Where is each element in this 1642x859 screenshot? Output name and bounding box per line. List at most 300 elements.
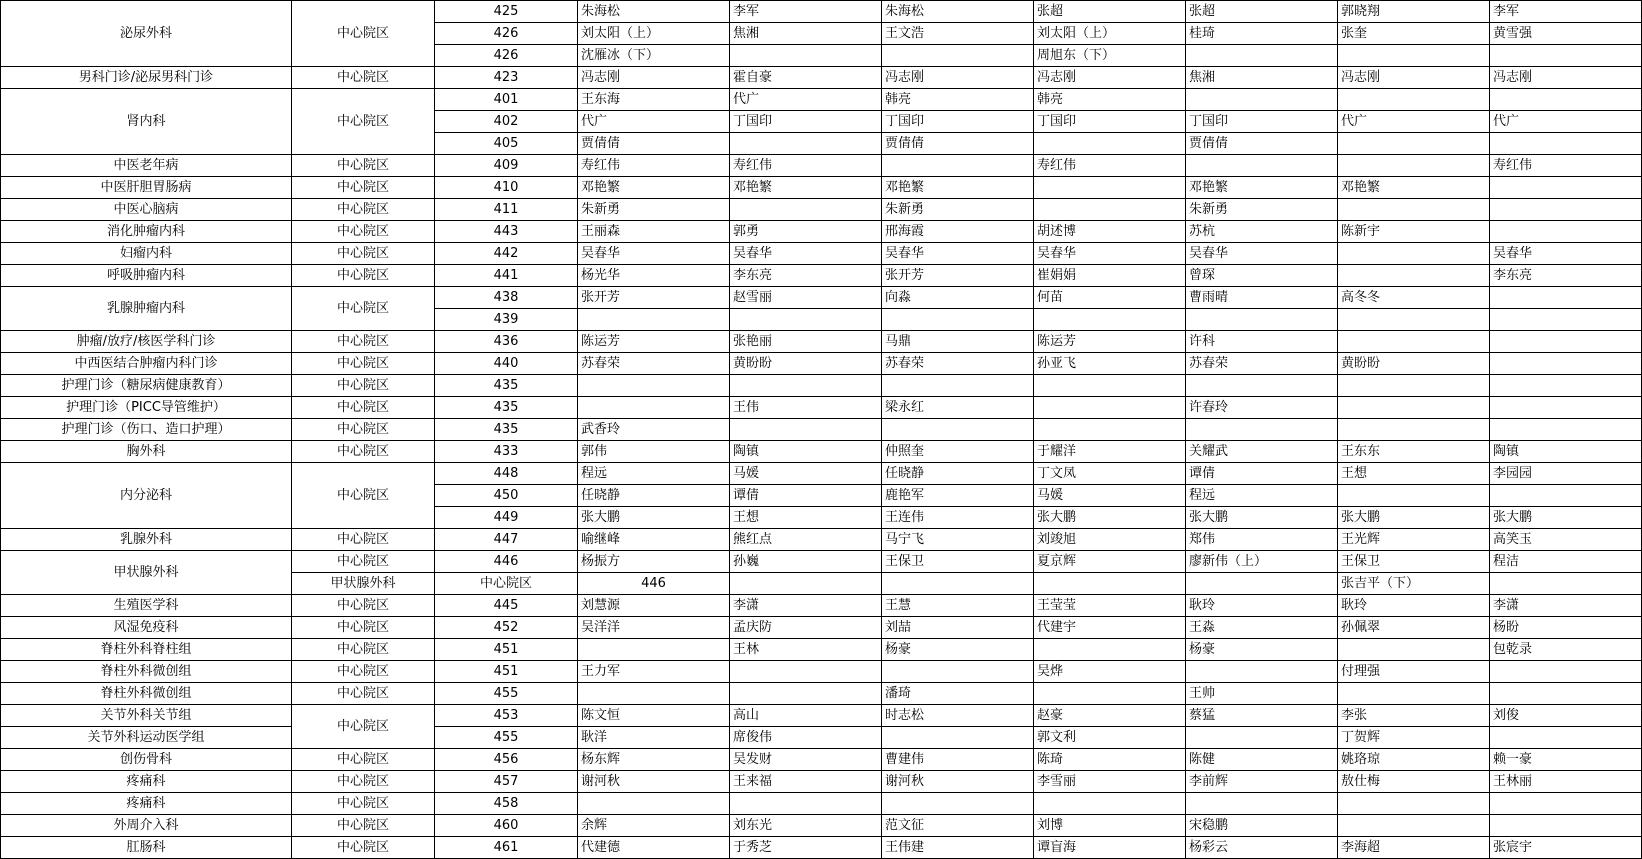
doctor-cell: 吴发财 (730, 749, 882, 771)
doctor-cell (1338, 133, 1490, 155)
doctor-cell (1338, 815, 1490, 837)
table-row (1, 749, 1642, 771)
doctor-cell (1034, 199, 1186, 221)
doctor-cell: 吴春华 (578, 243, 730, 265)
room-cell: 402 (435, 111, 578, 133)
campus-cell: 中心院区 (292, 793, 435, 815)
table-row (1, 221, 1642, 243)
campus-cell: 中心院区 (292, 617, 435, 639)
doctor-cell: 王丽森 (578, 221, 730, 243)
doctor-cell: 高冬冬 (1338, 287, 1490, 309)
doctor-cell: 李海超 (1338, 837, 1490, 859)
doctor-cell: 王文浩 (882, 23, 1034, 45)
doctor-cell: 李潇 (1490, 595, 1642, 617)
doctor-cell: 郭勇 (730, 221, 882, 243)
doctor-cell: 曹建伟 (882, 749, 1034, 771)
room-cell: 446 (578, 573, 730, 595)
doctor-cell (1338, 485, 1490, 507)
room-cell: 411 (435, 199, 578, 221)
department-cell: 妇瘤内科 (1, 243, 292, 265)
doctor-cell (882, 573, 1034, 595)
doctor-cell (1338, 155, 1490, 177)
doctor-cell: 寿红伟 (578, 155, 730, 177)
doctor-cell (730, 133, 882, 155)
doctor-cell: 杨盼 (1490, 617, 1642, 639)
doctor-cell: 王想 (730, 507, 882, 529)
department-cell: 中医老年病 (1, 155, 292, 177)
doctor-cell (1338, 45, 1490, 67)
doctor-cell (1490, 287, 1642, 309)
doctor-cell (1490, 793, 1642, 815)
room-cell: 426 (435, 45, 578, 67)
doctor-cell: 李园园 (1490, 463, 1642, 485)
doctor-cell: 李张 (1338, 705, 1490, 727)
doctor-cell (1490, 573, 1642, 595)
doctor-cell (1490, 815, 1642, 837)
doctor-cell (1338, 265, 1490, 287)
table-row (1, 199, 1642, 221)
doctor-cell (1490, 485, 1642, 507)
room-cell: 449 (435, 507, 578, 529)
doctor-cell: 刘博 (1034, 815, 1186, 837)
room-cell: 435 (435, 375, 578, 397)
room-cell: 438 (435, 287, 578, 309)
room-cell: 445 (435, 595, 578, 617)
campus-cell: 中心院区 (292, 1, 435, 67)
room-cell: 423 (435, 67, 578, 89)
doctor-cell: 李军 (1490, 1, 1642, 23)
doctor-cell: 孟庆防 (730, 617, 882, 639)
doctor-cell: 张超 (1034, 1, 1186, 23)
doctor-cell: 杨豪 (882, 639, 1034, 661)
doctor-cell: 赖一豪 (1490, 749, 1642, 771)
doctor-cell: 杨振方 (578, 551, 730, 573)
doctor-cell (1338, 683, 1490, 705)
doctor-cell: 关耀武 (1186, 441, 1338, 463)
doctor-cell (882, 375, 1034, 397)
doctor-cell: 代广 (1490, 111, 1642, 133)
doctor-cell: 王连伟 (882, 507, 1034, 529)
doctor-cell: 陈琦 (1034, 749, 1186, 771)
doctor-cell: 郭晓翔 (1338, 1, 1490, 23)
doctor-cell: 丁国印 (1034, 111, 1186, 133)
doctor-cell (730, 793, 882, 815)
doctor-cell: 王想 (1338, 463, 1490, 485)
doctor-cell: 郑伟 (1186, 529, 1338, 551)
doctor-cell: 王东海 (578, 89, 730, 111)
doctor-cell: 朱新勇 (578, 199, 730, 221)
table-row (1, 441, 1642, 463)
campus-cell: 中心院区 (292, 67, 435, 89)
doctor-cell: 王伟 (730, 397, 882, 419)
doctor-cell: 高山 (730, 705, 882, 727)
doctor-cell: 贾倩倩 (882, 133, 1034, 155)
doctor-cell (578, 375, 730, 397)
doctor-cell: 张大鹏 (1034, 507, 1186, 529)
doctor-cell: 余辉 (578, 815, 730, 837)
department-cell: 甲状腺外科 (1, 551, 292, 595)
department-cell: 疼痛科 (1, 793, 292, 815)
doctor-cell: 何苗 (1034, 287, 1186, 309)
table-row (1, 595, 1642, 617)
doctor-cell (730, 661, 882, 683)
table-row (1, 375, 1642, 397)
doctor-cell (1034, 397, 1186, 419)
doctor-cell: 黄盼盼 (730, 353, 882, 375)
doctor-cell: 姚珞琼 (1338, 749, 1490, 771)
doctor-cell: 代广 (730, 89, 882, 111)
doctor-cell: 崔娟娟 (1034, 265, 1186, 287)
campus-cell: 中心院区 (292, 265, 435, 287)
department-cell: 乳腺肿瘤内科 (1, 287, 292, 331)
table-row (1, 683, 1642, 705)
doctor-cell (1490, 309, 1642, 331)
campus-cell: 中心院区 (292, 331, 435, 353)
department-cell: 脊柱外科微创组 (1, 683, 292, 705)
doctor-cell (1186, 155, 1338, 177)
doctor-cell: 吴春华 (882, 243, 1034, 265)
doctor-cell: 邓艳繁 (882, 177, 1034, 199)
doctor-cell (730, 419, 882, 441)
doctor-cell: 梁永红 (882, 397, 1034, 419)
doctor-cell: 丁国印 (882, 111, 1034, 133)
doctor-cell (1338, 199, 1490, 221)
doctor-cell: 吴春华 (1490, 243, 1642, 265)
room-cell: 440 (435, 353, 578, 375)
doctor-cell: 张宸宇 (1490, 837, 1642, 859)
doctor-cell: 耿玲 (1186, 595, 1338, 617)
table-row (1, 771, 1642, 793)
doctor-cell: 代广 (1338, 111, 1490, 133)
department-cell: 脊柱外科微创组 (1, 661, 292, 683)
doctor-cell: 黄盼盼 (1338, 353, 1490, 375)
doctor-cell: 邓艳繁 (578, 177, 730, 199)
doctor-cell: 谢河秋 (578, 771, 730, 793)
doctor-cell: 包乾录 (1490, 639, 1642, 661)
doctor-cell (1338, 243, 1490, 265)
campus-cell: 中心院区 (292, 639, 435, 661)
doctor-cell: 李军 (730, 1, 882, 23)
doctor-cell (1034, 177, 1186, 199)
department-cell: 胸外科 (1, 441, 292, 463)
campus-cell: 中心院区 (292, 199, 435, 221)
doctor-cell: 廖新伟（上） (1186, 551, 1338, 573)
schedule-table-body (1, 1, 1642, 859)
doctor-cell: 潘琦 (882, 683, 1034, 705)
doctor-cell: 任晓静 (882, 463, 1034, 485)
room-cell: 405 (435, 133, 578, 155)
table-row (1, 353, 1642, 375)
department-cell: 肾内科 (1, 89, 292, 155)
table-row (1, 639, 1642, 661)
doctor-cell: 孙巍 (730, 551, 882, 573)
doctor-cell (1186, 45, 1338, 67)
doctor-cell (1490, 45, 1642, 67)
room-cell: 442 (435, 243, 578, 265)
department-cell: 肛肠科 (1, 837, 292, 859)
doctor-cell: 苏春荣 (578, 353, 730, 375)
doctor-cell: 寿红伟 (1490, 155, 1642, 177)
department-cell: 中西医结合肿瘤内科门诊 (1, 353, 292, 375)
doctor-cell: 冯志刚 (882, 67, 1034, 89)
doctor-cell: 李雪丽 (1034, 771, 1186, 793)
doctor-cell (730, 45, 882, 67)
doctor-cell: 张吉平（下） (1338, 573, 1490, 595)
table-row (1, 419, 1642, 441)
department-cell: 内分泌科 (1, 463, 292, 529)
doctor-cell: 刘喆 (882, 617, 1034, 639)
doctor-cell: 任晓静 (578, 485, 730, 507)
doctor-cell (1490, 661, 1642, 683)
doctor-cell (1186, 727, 1338, 749)
room-cell: 410 (435, 177, 578, 199)
campus-cell: 中心院区 (292, 705, 435, 749)
doctor-cell: 王林丽 (1490, 771, 1642, 793)
doctor-cell (1490, 331, 1642, 353)
department-cell: 肿瘤/放疗/核医学科门诊 (1, 331, 292, 353)
doctor-cell: 寿红伟 (730, 155, 882, 177)
doctor-cell: 吴春华 (1034, 243, 1186, 265)
room-cell: 439 (435, 309, 578, 331)
table-row (1, 705, 1642, 727)
department-cell: 风湿免疫科 (1, 617, 292, 639)
doctor-cell (1490, 199, 1642, 221)
doctor-cell: 冯志刚 (1034, 67, 1186, 89)
department-cell: 中医肝胆胃肠病 (1, 177, 292, 199)
doctor-cell (730, 375, 882, 397)
doctor-cell: 邓艳繁 (1186, 177, 1338, 199)
doctor-cell: 王淼 (1186, 617, 1338, 639)
doctor-cell (1034, 639, 1186, 661)
doctor-cell: 赵豪 (1034, 705, 1186, 727)
campus-cell: 中心院区 (292, 243, 435, 265)
room-cell: 441 (435, 265, 578, 287)
doctor-cell: 刘太阳（上） (1034, 23, 1186, 45)
campus-cell: 中心院区 (292, 529, 435, 551)
doctor-cell: 李东亮 (730, 265, 882, 287)
doctor-cell: 谢河秋 (882, 771, 1034, 793)
campus-cell: 中心院区 (292, 353, 435, 375)
doctor-cell (1034, 683, 1186, 705)
doctor-cell: 刘竣旭 (1034, 529, 1186, 551)
campus-cell: 中心院区 (292, 595, 435, 617)
doctor-cell: 丁国印 (730, 111, 882, 133)
doctor-cell (1338, 309, 1490, 331)
doctor-cell: 蔡猛 (1186, 705, 1338, 727)
doctor-cell: 孙佩翠 (1338, 617, 1490, 639)
table-row (1, 617, 1642, 639)
doctor-cell: 冯志刚 (1490, 67, 1642, 89)
doctor-cell (1490, 683, 1642, 705)
doctor-cell: 王力军 (578, 661, 730, 683)
doctor-cell (730, 199, 882, 221)
doctor-cell: 张大鹏 (1186, 507, 1338, 529)
doctor-cell: 吴洋洋 (578, 617, 730, 639)
doctor-cell (1186, 309, 1338, 331)
doctor-cell: 耿洋 (578, 727, 730, 749)
doctor-cell (1186, 375, 1338, 397)
department-cell: 关节外科运动医学组 (1, 727, 292, 749)
campus-cell: 中心院区 (292, 89, 435, 155)
doctor-cell: 寿红伟 (1034, 155, 1186, 177)
campus-cell: 中心院区 (292, 155, 435, 177)
department-cell: 疼痛科 (1, 771, 292, 793)
doctor-cell (578, 639, 730, 661)
room-cell: 460 (435, 815, 578, 837)
doctor-cell (1186, 89, 1338, 111)
doctor-cell: 杨彩云 (1186, 837, 1338, 859)
room-cell: 455 (435, 727, 578, 749)
table-row (1, 815, 1642, 837)
room-cell: 457 (435, 771, 578, 793)
doctor-cell: 高笑玉 (1490, 529, 1642, 551)
doctor-cell: 王保卫 (1338, 551, 1490, 573)
room-cell: 443 (435, 221, 578, 243)
doctor-cell (1490, 727, 1642, 749)
doctor-cell (1034, 573, 1186, 595)
table-row (1, 265, 1642, 287)
doctor-cell: 付理强 (1338, 661, 1490, 683)
campus-cell: 中心院区 (292, 661, 435, 683)
room-cell: 461 (435, 837, 578, 859)
doctor-cell: 丁国印 (1186, 111, 1338, 133)
department-cell: 创伤骨科 (1, 749, 292, 771)
table-row (1, 243, 1642, 265)
doctor-cell: 王保卫 (882, 551, 1034, 573)
doctor-cell: 程远 (1186, 485, 1338, 507)
campus-cell: 中心院区 (292, 551, 435, 573)
doctor-cell: 苏春荣 (1186, 353, 1338, 375)
doctor-cell: 吴春华 (1186, 243, 1338, 265)
doctor-cell: 王伟建 (882, 837, 1034, 859)
doctor-cell: 陈文恒 (578, 705, 730, 727)
doctor-cell: 李潇 (730, 595, 882, 617)
doctor-cell: 刘东光 (730, 815, 882, 837)
doctor-cell: 刘太阳（上） (578, 23, 730, 45)
doctor-cell: 席俊伟 (730, 727, 882, 749)
doctor-cell: 陈新宇 (1338, 221, 1490, 243)
department-cell: 护理门诊（糖尿病健康教育） (1, 375, 292, 397)
doctor-cell: 代建德 (578, 837, 730, 859)
doctor-cell (1034, 375, 1186, 397)
doctor-cell (1186, 793, 1338, 815)
doctor-cell (1490, 397, 1642, 419)
doctor-cell: 张艳丽 (730, 331, 882, 353)
doctor-cell: 王帅 (1186, 683, 1338, 705)
doctor-cell: 杨东辉 (578, 749, 730, 771)
doctor-cell (1490, 133, 1642, 155)
doctor-cell: 陶镇 (1490, 441, 1642, 463)
doctor-cell: 丁文凤 (1034, 463, 1186, 485)
department-cell: 中医心脑病 (1, 199, 292, 221)
doctor-cell: 贾倩倩 (1186, 133, 1338, 155)
doctor-cell: 夏京辉 (1034, 551, 1186, 573)
room-cell: 451 (435, 661, 578, 683)
doctor-cell: 向淼 (882, 287, 1034, 309)
doctor-cell (1490, 353, 1642, 375)
doctor-cell (1490, 177, 1642, 199)
doctor-cell: 刘俊 (1490, 705, 1642, 727)
doctor-cell: 陈运芳 (1034, 331, 1186, 353)
doctor-cell: 孙亚飞 (1034, 353, 1186, 375)
doctor-cell: 许春玲 (1186, 397, 1338, 419)
room-cell: 446 (435, 551, 578, 573)
doctor-cell (578, 397, 730, 419)
table-row (1, 155, 1642, 177)
doctor-cell: 张开芳 (882, 265, 1034, 287)
doctor-cell: 张开芳 (578, 287, 730, 309)
campus-cell: 中心院区 (292, 375, 435, 397)
doctor-cell: 于秀芝 (730, 837, 882, 859)
table-row (1, 463, 1642, 485)
doctor-cell: 桂琦 (1186, 23, 1338, 45)
department-cell: 护理门诊（伤口、造口护理） (1, 419, 292, 441)
department-cell: 呼吸肿瘤内科 (1, 265, 292, 287)
doctor-cell (578, 309, 730, 331)
doctor-cell: 张超 (1186, 1, 1338, 23)
room-cell: 436 (435, 331, 578, 353)
campus-cell: 中心院区 (435, 573, 578, 595)
doctor-cell: 焦湘 (1186, 67, 1338, 89)
doctor-cell (1034, 133, 1186, 155)
department-cell: 护理门诊（PICC导管维护） (1, 397, 292, 419)
department-cell: 甲状腺外科 (292, 573, 435, 595)
doctor-cell: 刘慧源 (578, 595, 730, 617)
doctor-cell (1338, 331, 1490, 353)
doctor-cell: 张大鹏 (578, 507, 730, 529)
doctor-cell: 吴春华 (730, 243, 882, 265)
doctor-cell: 郭伟 (578, 441, 730, 463)
doctor-cell: 耿玲 (1338, 595, 1490, 617)
department-cell: 泌尿外科 (1, 1, 292, 67)
doctor-cell: 王林 (730, 639, 882, 661)
doctor-cell (882, 419, 1034, 441)
doctor-cell (882, 155, 1034, 177)
doctor-cell (730, 573, 882, 595)
doctor-cell: 韩亮 (1034, 89, 1186, 111)
department-cell: 脊柱外科脊柱组 (1, 639, 292, 661)
doctor-cell: 邢海霞 (882, 221, 1034, 243)
doctor-cell: 朱新勇 (1186, 199, 1338, 221)
doctor-cell: 王光辉 (1338, 529, 1490, 551)
campus-cell: 中心院区 (292, 837, 435, 859)
department-cell: 消化肿瘤内科 (1, 221, 292, 243)
doctor-cell: 霍自豪 (730, 67, 882, 89)
campus-cell: 中心院区 (292, 683, 435, 705)
doctor-cell: 王东东 (1338, 441, 1490, 463)
doctor-cell: 程远 (578, 463, 730, 485)
doctor-cell (730, 683, 882, 705)
doctor-cell: 赵雪丽 (730, 287, 882, 309)
doctor-cell: 时志松 (882, 705, 1034, 727)
doctor-cell: 李前辉 (1186, 771, 1338, 793)
table-row (1, 67, 1642, 89)
doctor-cell (1186, 419, 1338, 441)
doctor-cell: 朱新勇 (882, 199, 1034, 221)
room-cell: 458 (435, 793, 578, 815)
campus-cell: 中心院区 (292, 463, 435, 529)
doctor-cell: 范文征 (882, 815, 1034, 837)
doctor-cell: 张大鹏 (1338, 507, 1490, 529)
doctor-cell: 李东亮 (1490, 265, 1642, 287)
doctor-cell: 王莹莹 (1034, 595, 1186, 617)
doctor-cell (1338, 793, 1490, 815)
doctor-cell: 郭文利 (1034, 727, 1186, 749)
department-cell: 乳腺外科 (1, 529, 292, 551)
department-cell: 关节外科关节组 (1, 705, 292, 727)
campus-cell: 中心院区 (292, 221, 435, 243)
table-row (1, 529, 1642, 551)
